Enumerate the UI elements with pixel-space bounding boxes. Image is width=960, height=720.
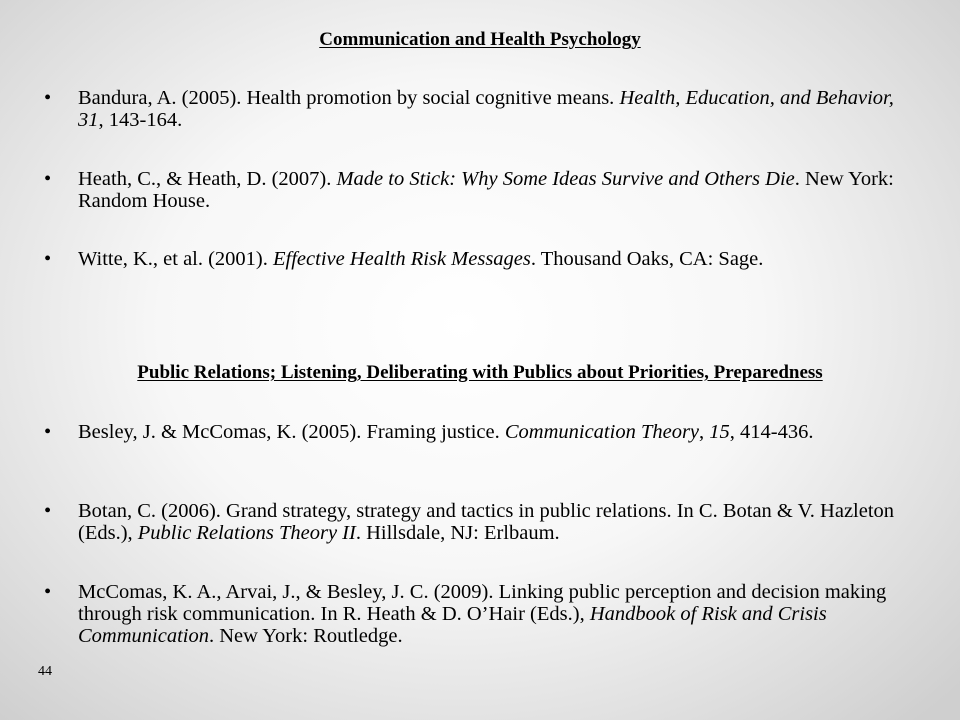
ref-rest: . New York: Routledge. xyxy=(208,625,403,647)
bullet: • xyxy=(44,421,52,443)
ref-authors: McComas, K. A., Arvai, J., & Besley, J. C. (2009). Linking public perception and decision making through risk communication. In R. Heath & D. O’Hair (Eds.), xyxy=(78,581,887,625)
page-number: 44 xyxy=(38,664,52,679)
ref-title: Made to Stick: Why Some Ideas Survive and Others Die xyxy=(336,168,795,190)
ref-title: Health, Education, and Behavior, 31 xyxy=(78,87,894,131)
bullet: • xyxy=(44,500,52,522)
ref-volume: 15 xyxy=(709,421,730,443)
ref-title: Communication Theory xyxy=(504,421,700,443)
reference-besley xyxy=(44,421,924,443)
ref-rest: . New York: Random House. xyxy=(78,168,894,212)
section-heading-health: Communication and Health Psychology xyxy=(319,29,641,50)
ref-title: Effective Health Risk Messages xyxy=(273,248,531,270)
ref-title: Public Relations Theory II xyxy=(137,522,356,544)
ref-authors: Besley, J. & McComas, K. (2005). Framing justice. xyxy=(78,421,505,443)
reference-mccomas xyxy=(44,581,924,647)
ref-rest: , 414-436. xyxy=(729,421,814,443)
ref-authors: Witte, K., et al. (2001). xyxy=(78,248,274,270)
section-heading-public-relations: Public Relations; Listening, Deliberating with Publics about Priorities, Preparedness xyxy=(137,362,823,383)
ref-authors: Heath, C., & Heath, D. (2007). xyxy=(78,168,337,190)
bullet: • xyxy=(44,87,52,109)
ref-title: Handbook of Risk and Crisis Communication xyxy=(78,603,827,647)
ref-rest: , 143-164. xyxy=(98,109,183,131)
bullet: • xyxy=(44,168,52,190)
reference-bandura xyxy=(44,87,924,131)
ref-authors: Bandura, A. (2005). Health promotion by social cognitive means. xyxy=(78,87,620,109)
reference-witte xyxy=(44,248,924,270)
reference-botan xyxy=(44,500,924,544)
reference-heath xyxy=(44,168,924,212)
ref-authors: Botan, C. (2006). Grand strategy, strategy and tactics in public relations. In C. Botan & V. Hazleton (Eds.), xyxy=(78,500,895,544)
bullet: • xyxy=(44,581,52,603)
ref-rest: . Thousand Oaks, CA: Sage. xyxy=(530,248,764,270)
ref-mid: , xyxy=(699,421,710,443)
ref-rest: . Hillsdale, NJ: Erlbaum. xyxy=(355,522,560,544)
bullet: • xyxy=(44,248,52,270)
